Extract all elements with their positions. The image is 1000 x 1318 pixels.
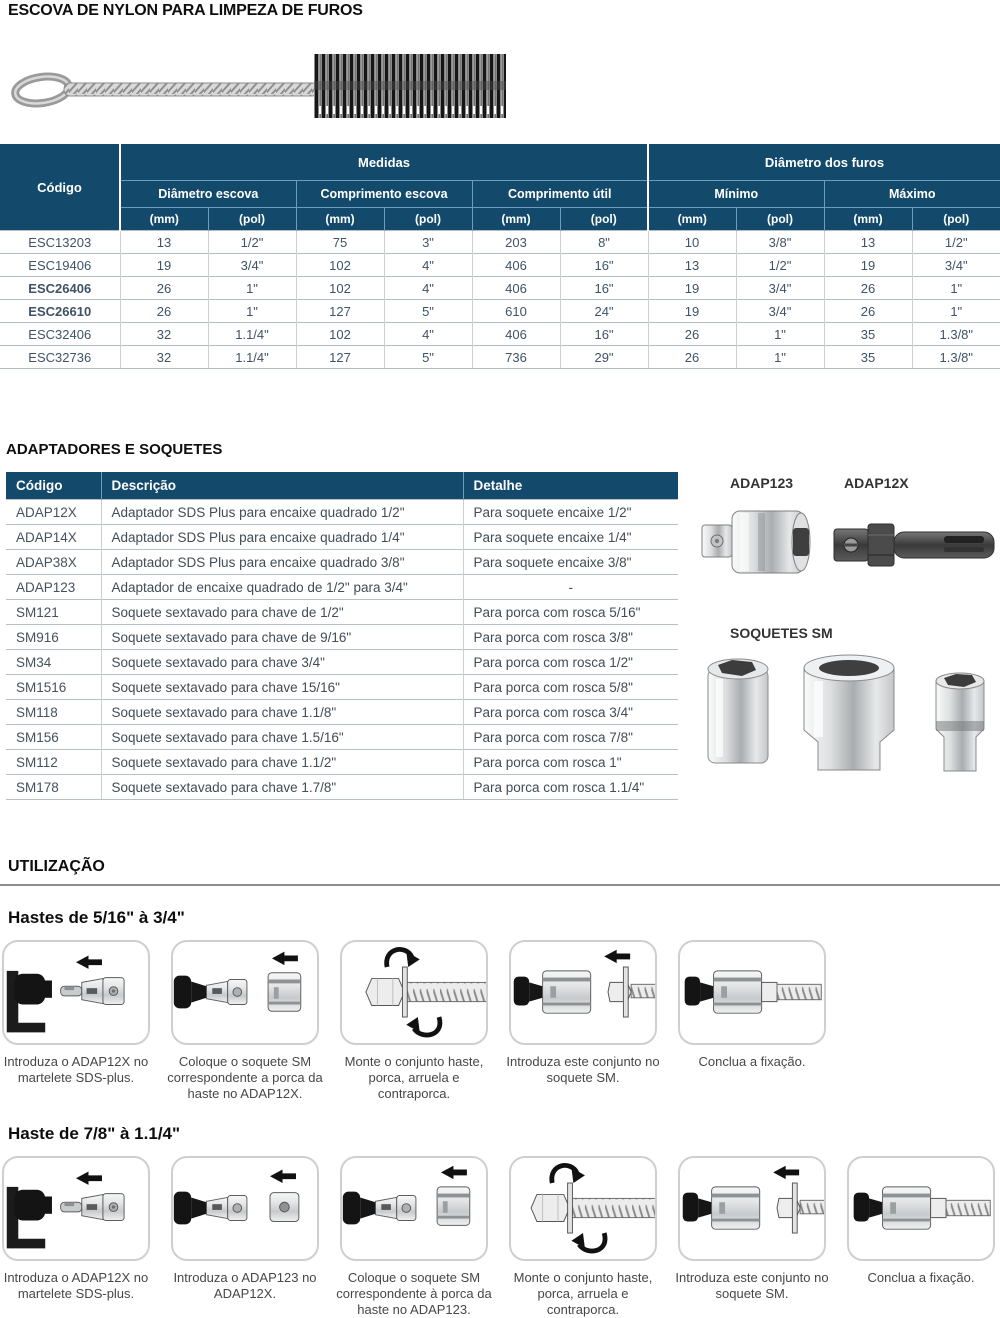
table-row (6, 775, 678, 800)
table-row (0, 346, 1000, 369)
product-code: ADAP38X (6, 550, 101, 575)
sub-header: Máximo (824, 181, 1000, 208)
cell: 13 (120, 231, 208, 254)
cell: 29" (560, 346, 648, 369)
label-adap123: ADAP123 (730, 475, 794, 491)
cell: 1.3/8" (912, 323, 1000, 346)
cell: 610 (472, 300, 560, 323)
table-row (6, 725, 678, 750)
final-fix-illustration (680, 942, 824, 1043)
unit-header: (mm) (296, 208, 384, 231)
cell: 19 (120, 254, 208, 277)
cell: 35 (824, 323, 912, 346)
escova-table (0, 144, 1000, 369)
adap12x-photo (832, 519, 1000, 571)
cell: Para porca com rosca 1/2" (463, 650, 678, 675)
unit-header: (mm) (472, 208, 560, 231)
cell: Soquete sextavado para chave 1.1/8" (101, 700, 463, 725)
cell: 406 (472, 277, 560, 300)
product-code: SM916 (6, 625, 101, 650)
step-item (509, 1156, 657, 1318)
cell: 5" (384, 346, 472, 369)
cell: 4" (384, 254, 472, 277)
step-caption: Coloque o soquete SM correspondente à porca da haste no ADAP123. (336, 1270, 492, 1317)
table-row (0, 300, 1000, 323)
sub-header: Comprimento escova (296, 181, 472, 208)
product-code: ESC32736 (0, 346, 120, 369)
cell: 102 (296, 323, 384, 346)
adaptadores-table (6, 472, 678, 800)
step-caption: Monte o conjunto haste, porca, arruela e contraporca. (513, 1270, 653, 1317)
step-illustration (847, 1156, 995, 1261)
cell: 3/8" (736, 231, 824, 254)
cell: Soquete sextavado para chave de 1/2" (101, 600, 463, 625)
table-row (6, 600, 678, 625)
table-row (0, 254, 1000, 277)
col-header-codigo: Código (6, 472, 101, 500)
page-title: ESCOVA DE NYLON PARA LIMPEZA DE FUROS (8, 2, 363, 19)
cell: 19 (648, 277, 736, 300)
cell: 13 (824, 231, 912, 254)
product-code: SM112 (6, 750, 101, 775)
cell: 3/4" (912, 254, 1000, 277)
table-row (6, 525, 678, 550)
cell: Para soquete encaixe 1/2" (463, 500, 678, 525)
step-item (167, 940, 323, 1102)
col-header-detalhe: Detalhe (463, 472, 678, 500)
cell: Para porca com rosca 7/8" (463, 725, 678, 750)
cell: 1.3/8" (912, 346, 1000, 369)
cell: Para porca com rosca 1.1/4" (463, 775, 678, 800)
cell: 127 (296, 346, 384, 369)
cell: 1" (912, 277, 1000, 300)
cell: 26 (824, 300, 912, 323)
step-item (171, 1156, 319, 1318)
product-code: ESC26610 (0, 300, 120, 323)
step-item (506, 940, 660, 1102)
product-code: SM156 (6, 725, 101, 750)
cell: 1" (736, 346, 824, 369)
cell: 19 (648, 300, 736, 323)
table-row (0, 277, 1000, 300)
insert-assembly-illustration (511, 942, 655, 1043)
cell: 24" (560, 300, 648, 323)
product-code: ADAP14X (6, 525, 101, 550)
drill-adapter-illustration (4, 942, 148, 1043)
cell: 1" (912, 300, 1000, 323)
table-row (6, 750, 678, 775)
cell: Para porca com rosca 3/8" (463, 625, 678, 650)
cell: 1.1/4" (208, 323, 296, 346)
cell: 19 (824, 254, 912, 277)
cell: Adaptador de encaixe quadrado de 1/2" para 3/4" (101, 575, 463, 600)
table-row (6, 625, 678, 650)
cell: Para porca com rosca 5/8" (463, 675, 678, 700)
cell: 1/2" (912, 231, 1000, 254)
step-caption: Monte o conjunto haste, porca, arruela e contraporca. (344, 1054, 484, 1101)
sub-header: Mínimo (648, 181, 824, 208)
table-row (6, 550, 678, 575)
step-illustration (340, 940, 488, 1045)
product-code: ADAP123 (6, 575, 101, 600)
nylon-brush-photo (6, 46, 526, 128)
step-illustration (678, 940, 826, 1045)
cell: 406 (472, 323, 560, 346)
step-caption: Introduza este conjunto no soquete SM. (675, 1270, 829, 1301)
step-caption: Conclua a fixação. (698, 1054, 806, 1069)
cell: 1" (208, 277, 296, 300)
cell: 8" (560, 231, 648, 254)
step-illustration (509, 940, 657, 1045)
cell: 3/4" (736, 277, 824, 300)
step-item (336, 1156, 492, 1318)
soquetes-sm-photo (696, 647, 996, 787)
step-illustration (2, 940, 150, 1045)
cell: 16" (560, 277, 648, 300)
cell: Soquete sextavado para chave 1.7/8" (101, 775, 463, 800)
step-caption: Introduza o ADAP123 no ADAP12X. (173, 1270, 317, 1301)
label-soquetes-sm: SOQUETES SM (730, 625, 833, 641)
table-row (6, 700, 678, 725)
cell: 1.1/4" (208, 346, 296, 369)
label-adap12x: ADAP12X (844, 475, 909, 491)
step-illustration (2, 1156, 150, 1261)
cell: Soquete sextavado para chave de 9/16" (101, 625, 463, 650)
cell: Soquete sextavado para chave 3/4" (101, 650, 463, 675)
step-item (678, 940, 826, 1102)
cell: 32 (120, 346, 208, 369)
product-photos-panel (692, 475, 1000, 815)
table-row (6, 675, 678, 700)
rod-nut-illustration (342, 942, 486, 1043)
unit-header: (mm) (120, 208, 208, 231)
cell: Para soquete encaixe 3/8" (463, 550, 678, 575)
adapter-join-illustration (173, 1158, 317, 1259)
cell: 1" (736, 323, 824, 346)
unit-header: (pol) (912, 208, 1000, 231)
step-caption: Introduza este conjunto no soquete SM. (506, 1054, 660, 1085)
cell: 26 (120, 277, 208, 300)
cell: Para porca com rosca 1" (463, 750, 678, 775)
adaptadores-section (6, 441, 1000, 800)
cell: - (463, 575, 678, 600)
unit-header: (mm) (648, 208, 736, 231)
cell: 26 (648, 346, 736, 369)
cell: 203 (472, 231, 560, 254)
cell: 26 (824, 277, 912, 300)
cell: 1/2" (736, 254, 824, 277)
utilizacao-section (0, 858, 1000, 1318)
table-row (6, 500, 678, 525)
cell: Soquete sextavado para chave 1.5/16" (101, 725, 463, 750)
step-item (847, 1156, 995, 1318)
step-item (340, 940, 488, 1102)
step-item (2, 1156, 150, 1318)
step-illustration (340, 1156, 488, 1261)
product-code: SM1516 (6, 675, 101, 700)
table-row (0, 231, 1000, 254)
table-row (0, 323, 1000, 346)
final-fix-illustration (849, 1158, 993, 1259)
unit-header: (mm) (824, 208, 912, 231)
cell: 1" (208, 300, 296, 323)
insert-assembly-illustration (680, 1158, 824, 1259)
cell: 102 (296, 277, 384, 300)
cell: 13 (648, 254, 736, 277)
cell: Adaptador SDS Plus para encaixe quadrado 1/4" (101, 525, 463, 550)
step-caption: Introduza o ADAP12X no martelete SDS-plus. (3, 1054, 149, 1085)
unit-header: (pol) (208, 208, 296, 231)
group-header-medidas: Medidas (120, 144, 648, 181)
cell: 10 (648, 231, 736, 254)
cell: Soquete sextavado para chave 15/16" (101, 675, 463, 700)
cell: 1/2" (208, 231, 296, 254)
cell: Para porca com rosca 3/4" (463, 700, 678, 725)
cell: Soquete sextavado para chave 1.1/2" (101, 750, 463, 775)
unit-header: (pol) (560, 208, 648, 231)
section-title-adaptadores: ADAPTADORES E SOQUETES (6, 441, 223, 458)
col-header-descricao: Descrição (101, 472, 463, 500)
cell: 406 (472, 254, 560, 277)
product-code: SM121 (6, 600, 101, 625)
cell: 26 (648, 323, 736, 346)
adap123-photo (700, 501, 815, 586)
rod-nut-illustration (511, 1158, 655, 1259)
socket-attach-illustration (173, 942, 317, 1043)
cell: Adaptador SDS Plus para encaixe quadrado 3/8" (101, 550, 463, 575)
product-code: SM178 (6, 775, 101, 800)
cell: 75 (296, 231, 384, 254)
group-header-furos: Diâmetro dos furos (648, 144, 1000, 181)
cell: 5" (384, 300, 472, 323)
product-code: ESC32406 (0, 323, 120, 346)
step-illustration (678, 1156, 826, 1261)
sub-header: Diâmetro escova (120, 181, 296, 208)
sub-header: Comprimento útil (472, 181, 648, 208)
step-caption: Coloque o soquete SM correspondente a porca da haste no ADAP12X. (167, 1054, 323, 1101)
cell: 16" (560, 323, 648, 346)
step-caption: Conclua a fixação. (867, 1270, 975, 1285)
table-row (6, 650, 678, 675)
cell: 4" (384, 323, 472, 346)
cell: 736 (472, 346, 560, 369)
step-item (2, 940, 150, 1102)
steps-row-2 (2, 1156, 1000, 1318)
group2-title: Haste de 7/8" à 1.1/4" (8, 1124, 181, 1143)
steps-row-1 (2, 940, 1000, 1102)
socket-attach-illustration (342, 1158, 486, 1259)
divider (0, 884, 1000, 886)
cell: Adaptador SDS Plus para encaixe quadrado 1/2" (101, 500, 463, 525)
product-code: ADAP12X (6, 500, 101, 525)
step-item (675, 1156, 829, 1318)
step-caption: Introduza o ADAP12X no martelete SDS-plus. (3, 1270, 149, 1301)
cell: 3/4" (736, 300, 824, 323)
product-code: SM34 (6, 650, 101, 675)
cell: 127 (296, 300, 384, 323)
product-code: ESC26406 (0, 277, 120, 300)
cell: 3" (384, 231, 472, 254)
cell: 4" (384, 277, 472, 300)
col-header-codigo: Código (0, 144, 120, 231)
group1-title: Hastes de 5/16" à 3/4" (8, 908, 185, 927)
cell: 26 (120, 300, 208, 323)
drill-adapter-illustration (4, 1158, 148, 1259)
cell: 3/4" (208, 254, 296, 277)
cell: 102 (296, 254, 384, 277)
cell: Para porca com rosca 5/16" (463, 600, 678, 625)
product-code: SM118 (6, 700, 101, 725)
unit-header: (pol) (384, 208, 472, 231)
cell: 16" (560, 254, 648, 277)
cell: 35 (824, 346, 912, 369)
section-title-utilizacao: UTILIZAÇÃO (8, 858, 105, 875)
cell: 32 (120, 323, 208, 346)
unit-header: (pol) (736, 208, 824, 231)
cell: Para soquete encaixe 1/4" (463, 525, 678, 550)
product-code: ESC13203 (0, 231, 120, 254)
step-illustration (171, 940, 319, 1045)
product-code: ESC19406 (0, 254, 120, 277)
table-row (6, 575, 678, 600)
step-illustration (171, 1156, 319, 1261)
step-illustration (509, 1156, 657, 1261)
